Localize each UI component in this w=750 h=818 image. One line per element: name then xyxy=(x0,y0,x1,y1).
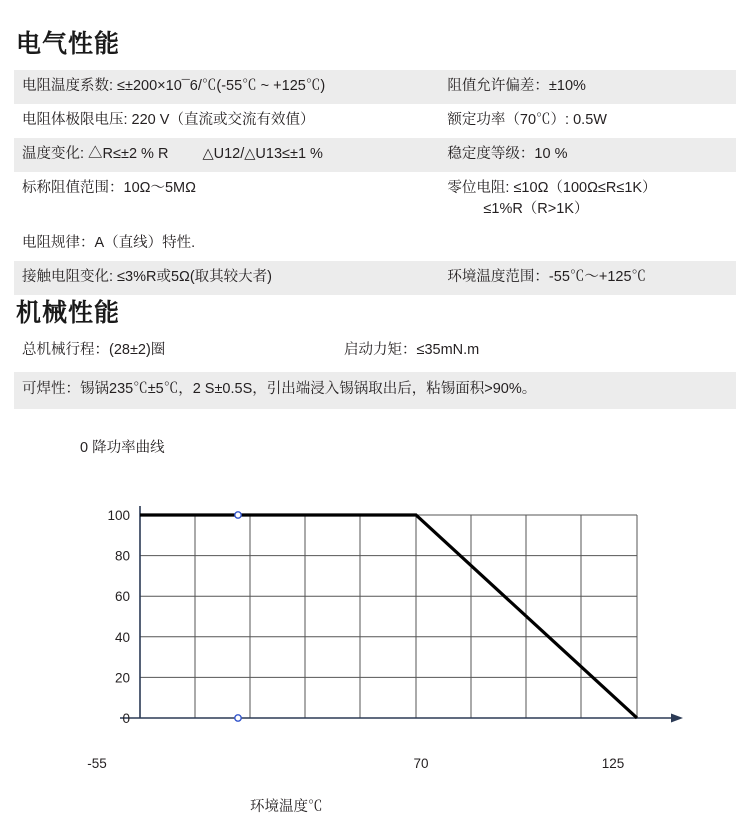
table-row xyxy=(14,261,736,295)
ytick-label: 80 xyxy=(114,548,130,564)
table-row xyxy=(14,172,736,227)
mechanical-torque-label: 启动力矩：≤35mN.m xyxy=(344,342,480,358)
xtick-label: 125 xyxy=(601,756,625,771)
spec-cell-left xyxy=(14,138,439,172)
chart-axes xyxy=(120,506,683,723)
derating-curve xyxy=(140,515,637,718)
chart-svg xyxy=(0,420,750,818)
grid-vertical xyxy=(140,515,637,718)
spec-cell-right: 环境温度范围：-55℃～+125℃ xyxy=(439,261,736,295)
mechanical-section-title: 机械性能 xyxy=(16,299,121,327)
mechanical-row-solderability: 可焊性：锡锅235℃±5℃，2 S±0.5S，引出端浸入锡锅取出后，粘锡面积>90%。 xyxy=(14,372,736,409)
chart-title: 0 降功率曲线 xyxy=(80,440,165,456)
spec-text-primary: 温度变化: △R≤±2 % R xyxy=(22,146,169,163)
spec-cell-right xyxy=(439,172,736,227)
spec-cell-right: 额定功率（70℃）: 0.5W xyxy=(439,104,736,138)
table-row xyxy=(14,104,736,138)
table-row xyxy=(14,227,736,261)
chart-xlabel: 环境温度℃ xyxy=(250,799,323,815)
ytick-label: 100 xyxy=(107,508,130,523)
xtick-label: 70 xyxy=(413,756,429,771)
electrical-spec-table xyxy=(14,70,736,295)
spec-cell-right: 稳定度等级：10 % xyxy=(439,138,736,172)
mechanical-travel-label: 总机械行程：(28±2)圈 xyxy=(22,342,166,358)
zero-resistance-main: 零位电阻: ≤10Ω（100Ω≤R≤1K） xyxy=(447,180,657,197)
xtick-label: -55 xyxy=(87,756,107,771)
derating-chart xyxy=(0,420,750,818)
spec-text-secondary: △U12/△U13≤±1 % xyxy=(202,146,323,163)
ytick-label: 20 xyxy=(114,670,130,686)
spec-cell-left: 接触电阻变化: ≤3%R或5Ω(取其较大者) xyxy=(14,261,439,295)
ytick-label: 60 xyxy=(114,589,130,605)
spec-cell-right: 阻值允许偏差：±10% xyxy=(439,70,736,104)
spec-cell-right xyxy=(439,227,736,261)
chart-markers xyxy=(235,512,241,721)
spec-cell-left: 标称阻值范围：10Ω～5MΩ xyxy=(14,172,439,227)
table-row xyxy=(14,70,736,104)
ytick-label: 0 xyxy=(122,711,130,726)
table-row xyxy=(14,138,736,172)
spec-cell-left: 电阻体极限电压: 220 V（直流或交流有效值） xyxy=(14,104,439,138)
spec-cell-left: 电阻温度系数: ≤±200×10¯6/℃(-55℃ ~ +125℃) xyxy=(14,70,439,104)
electrical-section-title: 电气性能 xyxy=(16,30,121,58)
spec-cell-left: 电阻规律：A（直线）特性. xyxy=(14,227,439,261)
grid-horizontal xyxy=(140,515,637,677)
ytick-label: 40 xyxy=(114,629,130,645)
zero-resistance-sub: ≤1%R（R>1K） xyxy=(483,201,589,218)
